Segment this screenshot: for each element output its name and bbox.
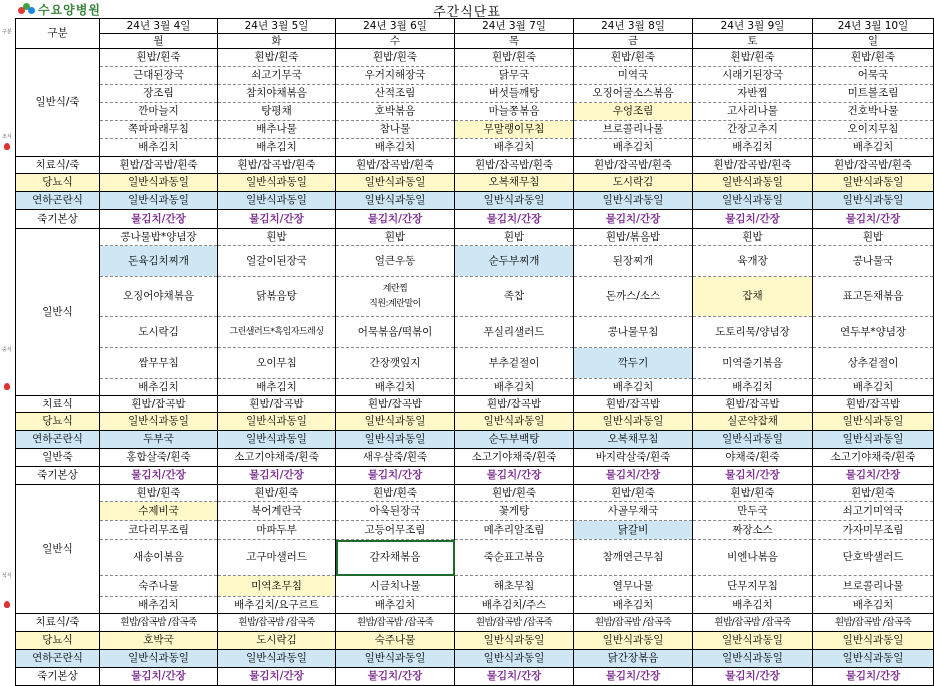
menu-cell[interactable]: 버섯들깨탕 — [455, 85, 574, 103]
menu-cell[interactable]: 배추김치 — [100, 597, 218, 614]
menu-cell[interactable]: 만두국 — [693, 502, 813, 521]
menu-cell[interactable]: 도시락김 — [574, 174, 693, 192]
menu-cell[interactable]: 흰밥/흰죽 — [574, 49, 693, 67]
menu-cell[interactable]: 참깨연근무침 — [574, 540, 693, 576]
menu-cell[interactable]: 흰밥/잡곡밥/흰죽 — [336, 157, 455, 174]
menu-cell[interactable]: 미트볼조림 — [813, 85, 934, 103]
menu-cell[interactable]: 배추김치 — [574, 139, 693, 157]
menu-cell[interactable]: 흰밥/볶음밥 — [574, 229, 693, 246]
breakfast-basic-label[interactable]: 죽기본상 — [16, 210, 100, 229]
menu-cell[interactable]: 물김치/간장 — [574, 668, 693, 686]
menu-cell[interactable]: 물김치/간장 — [336, 668, 455, 686]
lunch-diabetic-row — [16, 413, 934, 431]
menu-table-body — [16, 19, 934, 686]
weekday-header-row — [16, 34, 934, 49]
menu-cell[interactable]: 시금치나물 — [336, 576, 455, 597]
menu-cell[interactable]: 물김치/간장 — [813, 467, 934, 485]
logo-text: 수요양병원 — [38, 2, 101, 17]
menu-cell[interactable]: 아욱된장국 — [336, 502, 455, 521]
page-title: 주간식단표 — [433, 5, 501, 20]
menu-cell[interactable]: 소고기야채죽/흰죽 — [218, 449, 336, 467]
menu-cell[interactable]: 흰밥/흰죽 — [336, 485, 455, 502]
menu-cell[interactable]: 흰밥/잡곡밥/흰죽 — [813, 157, 934, 174]
corner-cell[interactable]: 구분 — [16, 19, 100, 49]
menu-cell[interactable]: 새우살죽/흰죽 — [336, 449, 455, 467]
menu-cell[interactable]: 콩나물밥*양념장 — [100, 229, 218, 246]
menu-cell[interactable]: 참나물 — [336, 121, 455, 139]
lunch-main-row — [16, 229, 934, 246]
menu-cell[interactable]: 꽃게탕 — [455, 502, 574, 521]
dinner-basic-label[interactable]: 죽기본상 — [16, 668, 100, 686]
menu-cell[interactable]: 사골무채국 — [574, 502, 693, 521]
menu-cell[interactable]: 배추김치 — [813, 139, 934, 157]
menu-cell[interactable]: 오복채무침 — [455, 174, 574, 192]
menu-cell[interactable]: 깍두기 — [574, 348, 693, 379]
menu-cell[interactable]: 일반식과동일 — [455, 192, 574, 210]
menu-cell[interactable]: 물김치/간장 — [100, 210, 218, 229]
date-cell[interactable]: 24년 3월 10일 — [813, 19, 934, 34]
menu-cell[interactable]: 일반식과동일 — [336, 650, 455, 668]
breakfast-swallow-row — [16, 192, 934, 210]
menu-cell[interactable]: 물김치/간장 — [455, 210, 574, 229]
lunch-swallow-row — [16, 431, 934, 449]
lunch-basic-label[interactable]: 죽기본상 — [16, 467, 100, 485]
menu-cell[interactable]: 물김치/간장 — [100, 467, 218, 485]
menu-cell[interactable]: 단호박샐러드 — [813, 540, 934, 576]
menu-cell[interactable]: 깐마늘지 — [100, 103, 218, 121]
breakfast-diabetic-row — [16, 174, 934, 192]
menu-table — [15, 18, 934, 686]
date-cell[interactable]: 24년 3월 6일 — [336, 19, 455, 34]
weekday-cell[interactable]: 목 — [455, 34, 574, 49]
breakfast-main-row — [16, 121, 934, 139]
menu-cell[interactable]: 흰밥/잡곡밥 — [813, 396, 934, 413]
breakfast-therapy-label[interactable]: 치료식/죽 — [16, 157, 100, 174]
menu-cell[interactable]: 실곤약잡채 — [693, 413, 813, 431]
menu-cell[interactable]: 흰밥/흰죽 — [693, 485, 813, 502]
menu-cell[interactable]: 일반식과동일 — [693, 632, 813, 650]
menu-cell[interactable]: 흰밥/흰죽 — [693, 49, 813, 67]
tulip-icon — [4, 601, 10, 608]
menu-cell[interactable]: 탕평채 — [218, 103, 336, 121]
date-cell[interactable]: 24년 3월 7일 — [455, 19, 574, 34]
menu-cell[interactable]: 미역국 — [574, 67, 693, 85]
menu-cell[interactable]: 가자미무조림 — [813, 521, 934, 540]
lunch-basic-row — [16, 467, 934, 485]
menu-cell[interactable]: 일반식과동일 — [336, 413, 455, 431]
menu-cell[interactable]: 숙주나물 — [100, 576, 218, 597]
menu-cell[interactable]: 해초무침 — [455, 576, 574, 597]
dinner-main-row — [16, 521, 934, 540]
menu-cell[interactable]: 일반식과동일 — [100, 413, 218, 431]
menu-cell[interactable]: 흰밥/잡곡밥 /잡곡죽 — [218, 614, 336, 632]
menu-cell[interactable]: 흰밥/잡곡밥/흰죽 — [574, 157, 693, 174]
menu-cell[interactable]: 배추김치/요구르트 — [218, 597, 336, 614]
menu-cell[interactable]: 미역초무침 — [218, 576, 336, 597]
lunch-main-row — [16, 246, 934, 277]
breakfast-diabetic-label[interactable]: 당뇨식 — [16, 174, 100, 192]
menu-cell[interactable]: 고구마샐러드 — [218, 540, 336, 576]
menu-cell[interactable]: 물김치/간장 — [218, 467, 336, 485]
menu-cell[interactable]: 물김치/간장 — [813, 668, 934, 686]
menu-cell[interactable]: 흰밥/잡곡밥 — [574, 396, 693, 413]
menu-cell[interactable]: 일반식과동일 — [813, 650, 934, 668]
menu-cell[interactable]: 족찹 — [455, 277, 574, 317]
menu-cell[interactable]: 우엉조림 — [574, 103, 693, 121]
breakfast-basic-row — [16, 210, 934, 229]
menu-cell[interactable]: 부추겉절이 — [455, 348, 574, 379]
sheet-header — [0, 0, 934, 18]
menu-cell[interactable]: 배추김치 — [813, 379, 934, 396]
menu-cell[interactable]: 수제비국 — [100, 502, 218, 521]
lunch-main-row — [16, 277, 934, 317]
menu-cell[interactable]: 죽순표고볶음 — [455, 540, 574, 576]
lunch-main-row — [16, 379, 934, 396]
menu-cell[interactable]: 상추겉절이 — [813, 348, 934, 379]
menu-cell[interactable]: 닭볶음탕 — [218, 277, 336, 317]
menu-cell[interactable]: 닭간장볶음 — [574, 650, 693, 668]
menu-cell[interactable]: 배추김치 — [693, 139, 813, 157]
day-header-row — [16, 19, 934, 34]
menu-cell[interactable]: 물김치/간장 — [455, 668, 574, 686]
menu-cell[interactable]: 참치야채볶음 — [218, 85, 336, 103]
menu-cell[interactable]: 흰밥/잡곡밥 /잡곡죽 — [100, 614, 218, 632]
side-label-dinner: 석식 — [2, 573, 12, 579]
menu-cell[interactable]: 오징어야채볶음 — [100, 277, 218, 317]
tulip-icon — [4, 143, 10, 150]
menu-cell[interactable]: 그린샐러드*흑임자드레싱 — [218, 317, 336, 348]
menu-cell[interactable]: 배추김치 — [455, 379, 574, 396]
menu-cell[interactable]: 물김치/간장 — [218, 210, 336, 229]
menu-cell[interactable]: 흰밥/잡곡밥/흰죽 — [455, 157, 574, 174]
menu-cell[interactable]: 홍합살죽/흰죽 — [100, 449, 218, 467]
menu-cell[interactable]: 흰밥 — [813, 229, 934, 246]
menu-cell[interactable]: 일반식과동일 — [574, 632, 693, 650]
breakfast-swallow-label[interactable]: 연하곤란식 — [16, 192, 100, 210]
dinner-therapy-label[interactable]: 치료식/죽 — [16, 614, 100, 632]
dinner-swallow-label[interactable]: 연하곤란식 — [16, 650, 100, 668]
menu-cell[interactable]: 도시락김 — [218, 632, 336, 650]
menu-cell[interactable]: 순두부찌개 — [455, 246, 574, 277]
menu-cell[interactable]: 흰밥/잡곡밥 /잡곡죽 — [693, 614, 813, 632]
date-cell[interactable]: 24년 3월 5일 — [218, 19, 336, 34]
menu-cell[interactable]: 소고기야채죽/흰죽 — [455, 449, 574, 467]
menu-cell[interactable]: 일반식과동일 — [336, 192, 455, 210]
menu-cell[interactable]: 물김치/간장 — [100, 668, 218, 686]
dinner-main-row — [16, 540, 934, 576]
menu-cell[interactable]: 배추김치 — [336, 139, 455, 157]
menu-cell[interactable]: 배추김치 — [336, 597, 455, 614]
menu-cell[interactable]: 육개장 — [693, 246, 813, 277]
menu-cell[interactable]: 배추김치/주스 — [455, 597, 574, 614]
menu-cell[interactable]: 호박볶음 — [336, 103, 455, 121]
menu-cell[interactable]: 일반식과동일 — [100, 650, 218, 668]
menu-cell[interactable]: 물김치/간장 — [218, 668, 336, 686]
menu-cell[interactable]: 흰밥/흰죽 — [813, 485, 934, 502]
menu-cell[interactable]: 비엔나볶음 — [693, 540, 813, 576]
menu-cell[interactable]: 브로콜리나물 — [574, 121, 693, 139]
menu-cell[interactable]: 오이무침 — [218, 348, 336, 379]
menu-cell[interactable]: 고사리나물 — [693, 103, 813, 121]
menu-cell[interactable]: 일반식과동일 — [813, 413, 934, 431]
menu-cell[interactable]: 연두부*양념장 — [813, 317, 934, 348]
menu-cell[interactable]: 어묵볶음/떡볶이 — [336, 317, 455, 348]
menu-cell[interactable]: 일반식과동일 — [813, 431, 934, 449]
menu-cell[interactable]: 일반식과동일 — [218, 174, 336, 192]
menu-cell[interactable]: 배추김치 — [574, 379, 693, 396]
menu-cell[interactable]: 코다리무조림 — [100, 521, 218, 540]
menu-cell[interactable]: 흰밥/흰죽 — [100, 49, 218, 67]
lunch-therapy-row — [16, 396, 934, 413]
menu-cell[interactable]: 잡채 — [693, 277, 813, 317]
menu-cell[interactable]: 흰밥 — [218, 229, 336, 246]
menu-cell[interactable]: 흰밥 — [455, 229, 574, 246]
menu-cell[interactable]: 배추김치 — [100, 139, 218, 157]
menu-cell[interactable]: 일반식과동일 — [693, 192, 813, 210]
menu-cell[interactable]: 건호박나물 — [813, 103, 934, 121]
menu-cell[interactable]: 북어계란국 — [218, 502, 336, 521]
weekday-cell[interactable]: 화 — [218, 34, 336, 49]
menu-cell[interactable]: 물김치/간장 — [693, 668, 813, 686]
menu-cell[interactable]: 일반식과동일 — [693, 650, 813, 668]
menu-cell[interactable]: 흰밥/잡곡밥 — [100, 396, 218, 413]
menu-cell[interactable]: 메추리알조림 — [455, 521, 574, 540]
menu-cell[interactable]: 물김치/간장 — [813, 210, 934, 229]
menu-cell[interactable]: 두부국 — [100, 431, 218, 449]
side-strip — [0, 18, 15, 679]
menu-cell[interactable]: 배추김치 — [693, 597, 813, 614]
breakfast-main-row — [16, 103, 934, 121]
menu-cell[interactable]: 고등어무조림 — [336, 521, 455, 540]
menu-cell[interactable]: 간장깻잎지 — [336, 348, 455, 379]
menu-cell[interactable]: 일반식과동일 — [100, 192, 218, 210]
menu-cell[interactable]: 짜장소스 — [693, 521, 813, 540]
menu-cell[interactable]: 어묵국 — [813, 67, 934, 85]
menu-cell[interactable]: 일반식과동일 — [336, 431, 455, 449]
lunch-porridge-row — [16, 449, 934, 467]
menu-cell[interactable]: 흰밥/잡곡밥/흰죽 — [218, 157, 336, 174]
menu-cell[interactable]: 일반식과동일 — [574, 413, 693, 431]
menu-cell[interactable]: 물김치/간장 — [574, 467, 693, 485]
menu-cell[interactable]: 일반식과동일 — [218, 413, 336, 431]
menu-cell[interactable]: 닭무국 — [455, 67, 574, 85]
lunch-porridge-label[interactable]: 일반죽 — [16, 449, 100, 467]
menu-cell[interactable]: 산적조림 — [336, 85, 455, 103]
breakfast-main-row — [16, 67, 934, 85]
menu-cell[interactable]: 표고돈채볶음 — [813, 277, 934, 317]
menu-cell[interactable]: 일반식과동일 — [100, 174, 218, 192]
menu-cell[interactable]: 자반찜 — [693, 85, 813, 103]
menu-cell[interactable]: 일반식과동일 — [455, 413, 574, 431]
menu-cell[interactable]: 흰밥/흰죽 — [218, 49, 336, 67]
dinner-main-row — [16, 597, 934, 614]
tulip-icon — [4, 383, 10, 390]
menu-cell[interactable]: 흰밥 — [693, 229, 813, 246]
menu-cell[interactable]: 흰밥/잡곡밥 — [218, 396, 336, 413]
menu-cell[interactable]: 일반식과동일 — [693, 431, 813, 449]
menu-cell[interactable]: 일반식과동일 — [813, 632, 934, 650]
menu-cell[interactable]: 흰밥/잡곡밥 /잡곡죽 — [455, 614, 574, 632]
menu-cell[interactable]: 흰밥/흰죽 — [574, 485, 693, 502]
weekday-cell[interactable]: 수 — [336, 34, 455, 49]
menu-cell[interactable]: 흰밥/흰죽 — [336, 49, 455, 67]
menu-cell[interactable]: 쪽파파래무침 — [100, 121, 218, 139]
menu-cell[interactable]: 흰밥/흰죽 — [455, 485, 574, 502]
menu-cell[interactable]: 일반식과동일 — [455, 650, 574, 668]
dinner-therapy-row — [16, 614, 934, 632]
lunch-section-label[interactable]: 일반식 — [16, 229, 100, 396]
menu-cell[interactable]: 도시락김 — [100, 317, 218, 348]
menu-cell[interactable]: 일반식과동일 — [218, 192, 336, 210]
menu-cell[interactable]: 감자채볶음 — [336, 540, 455, 576]
lunch-diabetic-label[interactable]: 당뇨식 — [16, 413, 100, 431]
menu-cell[interactable]: 야채죽/흰죽 — [693, 449, 813, 467]
dinner-diabetic-label[interactable]: 당뇨식 — [16, 632, 100, 650]
menu-cell[interactable]: 물김치/간장 — [336, 467, 455, 485]
dinner-main-row — [16, 576, 934, 597]
menu-cell[interactable]: 근대된장국 — [100, 67, 218, 85]
weekday-cell[interactable]: 월 — [100, 34, 218, 49]
menu-cell[interactable]: 일반식과동일 — [336, 174, 455, 192]
menu-cell[interactable]: 배추나물 — [218, 121, 336, 139]
menu-cell[interactable]: 배추김치 — [574, 597, 693, 614]
dinner-section-label[interactable]: 일반식 — [16, 485, 100, 614]
menu-cell[interactable]: 계란찜 직원:계란말이 — [336, 277, 455, 317]
menu-cell[interactable]: 물김치/간장 — [693, 210, 813, 229]
menu-cell[interactable]: 흰밥/잡곡밥/흰죽 — [100, 157, 218, 174]
menu-cell[interactable]: 쇠고기무국 — [218, 67, 336, 85]
menu-cell[interactable]: 흰밥/잡곡밥 — [693, 396, 813, 413]
breakfast-therapy-row — [16, 157, 934, 174]
menu-cell[interactable]: 쇠고기미역국 — [813, 502, 934, 521]
menu-cell[interactable]: 오이지무침 — [813, 121, 934, 139]
menu-cell[interactable]: 흰밥/흰죽 — [100, 485, 218, 502]
menu-cell[interactable]: 호박국 — [100, 632, 218, 650]
menu-cell[interactable]: 무말랭이무침 — [455, 121, 574, 139]
breakfast-main-row — [16, 49, 934, 67]
date-cell[interactable]: 24년 3월 8일 — [574, 19, 693, 34]
menu-cell[interactable]: 쌈무무침 — [100, 348, 218, 379]
menu-cell[interactable]: 순두부백탕 — [455, 431, 574, 449]
menu-cell[interactable]: 도토리묵/양념장 — [693, 317, 813, 348]
menu-cell[interactable]: 물김치/간장 — [574, 210, 693, 229]
menu-cell[interactable]: 흰밥 — [336, 229, 455, 246]
menu-cell[interactable]: 물김치/간장 — [336, 210, 455, 229]
menu-cell[interactable]: 배추김치 — [218, 379, 336, 396]
menu-cell[interactable]: 간장고추지 — [693, 121, 813, 139]
menu-cell[interactable]: 브로콜리나물 — [813, 576, 934, 597]
menu-cell[interactable]: 일반식과동일 — [693, 174, 813, 192]
dinner-main-row — [16, 485, 934, 502]
menu-cell[interactable]: 콩나물국 — [813, 246, 934, 277]
menu-cell[interactable]: 숙주나물 — [336, 632, 455, 650]
menu-cell[interactable]: 일반식과동일 — [455, 632, 574, 650]
menu-cell[interactable]: 열무나물 — [574, 576, 693, 597]
side-label-lunch: 중식 — [2, 347, 12, 353]
menu-cell[interactable]: 일반식과동일 — [813, 174, 934, 192]
menu-cell[interactable]: 얼큰우동 — [336, 246, 455, 277]
dinner-diabetic-row — [16, 632, 934, 650]
menu-cell[interactable]: 흰밥/흰죽 — [455, 49, 574, 67]
menu-cell[interactable]: 배추김치 — [455, 139, 574, 157]
menu-cell[interactable]: 물김치/간장 — [693, 467, 813, 485]
menu-cell[interactable]: 된장찌개 — [574, 246, 693, 277]
lunch-main-row — [16, 348, 934, 379]
lunch-therapy-label[interactable]: 치료식 — [16, 396, 100, 413]
date-cell[interactable]: 24년 3월 4일 — [100, 19, 218, 34]
menu-cell[interactable]: 돈육김치찌개 — [100, 246, 218, 277]
menu-cell[interactable]: 흰밥/잡곡밥 /잡곡죽 — [336, 614, 455, 632]
menu-cell[interactable]: 배추김치 — [813, 597, 934, 614]
lunch-swallow-label[interactable]: 연하곤란식 — [16, 431, 100, 449]
dinner-basic-row — [16, 668, 934, 686]
breakfast-main-row — [16, 139, 934, 157]
menu-cell[interactable]: 흰밥/잡곡밥 — [455, 396, 574, 413]
dinner-swallow-row — [16, 650, 934, 668]
menu-cell[interactable]: 소고기야채죽/흰죽 — [813, 449, 934, 467]
date-cell[interactable]: 24년 3월 9일 — [693, 19, 813, 34]
menu-cell[interactable]: 일반식과동일 — [218, 650, 336, 668]
dinner-main-row — [16, 502, 934, 521]
menu-cell[interactable]: 미역줄기볶음 — [693, 348, 813, 379]
menu-cell[interactable]: 바지락살죽/흰죽 — [574, 449, 693, 467]
menu-cell[interactable]: 오징어굴소스볶음 — [574, 85, 693, 103]
menu-cell[interactable]: 얼갈이된장국 — [218, 246, 336, 277]
menu-cell[interactable]: 흰밥/흰죽 — [218, 485, 336, 502]
menu-cell[interactable]: 마파두부 — [218, 521, 336, 540]
menu-cell[interactable]: 장조림 — [100, 85, 218, 103]
menu-cell[interactable]: 일반식과동일 — [574, 192, 693, 210]
menu-cell[interactable]: 오복채무침 — [574, 431, 693, 449]
menu-cell[interactable]: 흰밥/잡곡밥/흰죽 — [693, 157, 813, 174]
menu-cell[interactable]: 배추김치 — [336, 379, 455, 396]
menu-cell[interactable]: 흰밥/잡곡밥 — [336, 396, 455, 413]
weekday-cell[interactable]: 토 — [693, 34, 813, 49]
breakfast-section-label[interactable]: 일반식/죽 — [16, 49, 100, 157]
menu-cell[interactable]: 단무지무침 — [693, 576, 813, 597]
menu-cell[interactable]: 배추김치 — [693, 379, 813, 396]
menu-cell[interactable]: 우거지해장국 — [336, 67, 455, 85]
menu-cell[interactable]: 일반식과동일 — [218, 431, 336, 449]
menu-cell[interactable]: 흰밥/잡곡밥 /잡곡죽 — [574, 614, 693, 632]
menu-cell[interactable]: 콩나물무침 — [574, 317, 693, 348]
lunch-main-row — [16, 317, 934, 348]
menu-cell[interactable]: 일반식과동일 — [813, 192, 934, 210]
menu-cell[interactable]: 돈까스/소스 — [574, 277, 693, 317]
weekday-cell[interactable]: 일 — [813, 34, 934, 49]
menu-cell[interactable]: 물김치/간장 — [455, 467, 574, 485]
menu-cell[interactable]: 배추김치 — [218, 139, 336, 157]
menu-cell[interactable]: 배추김치 — [100, 379, 218, 396]
menu-cell[interactable]: 마늘쫑볶음 — [455, 103, 574, 121]
menu-cell[interactable]: 시래기된장국 — [693, 67, 813, 85]
weekday-cell[interactable]: 금 — [574, 34, 693, 49]
side-label-header: 구분 — [2, 29, 12, 35]
menu-cell[interactable]: 푸실리샐러드 — [455, 317, 574, 348]
menu-cell[interactable]: 흰밥/잡곡밥 /잡곡죽 — [813, 614, 934, 632]
menu-cell[interactable]: 닭갈비 — [574, 521, 693, 540]
menu-cell[interactable]: 새송이볶음 — [100, 540, 218, 576]
menu-cell[interactable]: 흰밥/흰죽 — [813, 49, 934, 67]
breakfast-main-row — [16, 85, 934, 103]
side-label-breakfast: 조식 — [2, 134, 12, 140]
